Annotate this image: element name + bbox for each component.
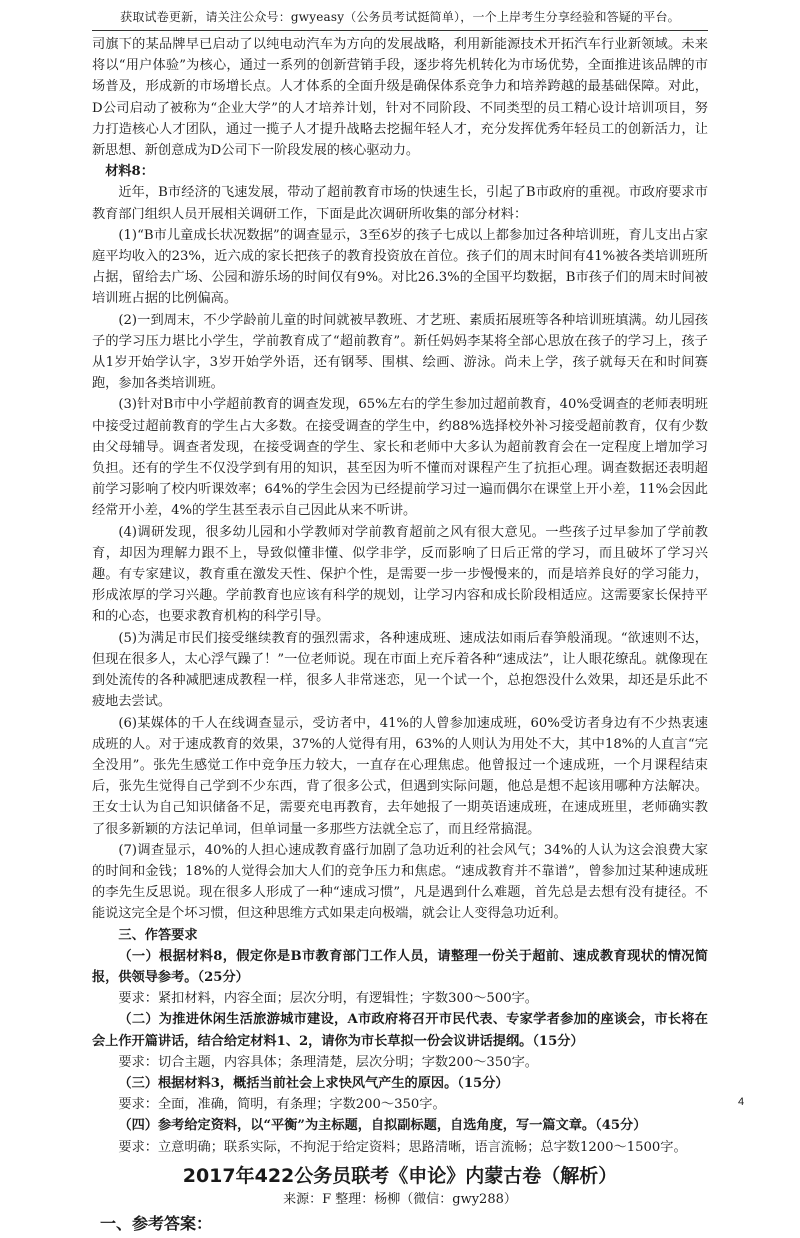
section-heading: 三、作答要求 xyxy=(118,927,198,943)
paragraph-list xyxy=(92,34,708,1158)
document-body xyxy=(92,34,708,1238)
section-heading: 材料8： xyxy=(105,164,154,180)
header-divider xyxy=(92,30,708,31)
requirement-item: 要求：切合主题，内容具体；条理清楚，层次分明；字数200～350字。 xyxy=(118,1054,538,1070)
body-paragraph: (2)一到周末，不少学龄前儿童的时间就被早教班、才艺班、素质拓展班等各种培训班填满。幼儿园孩子的学习压力堪比小学生，学前教育成了“超前教育”。新任妈妈李某将全部心思放在孩子的学习上，孩子从1岁开始学认字，3岁开始学外语，还有钢琴、围棋、绘画、游泳。尚未上学，孩子就每天在和时间赛跑，参加各类培训班。 xyxy=(92,312,708,392)
exam-title: 2017年422公务员联考《申论》内蒙古卷（解析） xyxy=(182,1164,618,1187)
body-paragraph: (4)调研发现，很多幼儿园和小学教师对学前教育超前之风有很大意见。一些孩子过早参加了学前教育，却因为理解力跟不上，导致似懂非懂、似学非学，反而影响了日后正常的学习，而且破坏了学习兴趣。有专家建议，教育重在激发天性、保护个性，是需要一步一步慢慢来的，而是培养良好的学习能力，形成浓厚的学习兴趣。学前教育也应该有科学的规划，让学习内容和成长阶段相适应。这需要家长保持平和的心态，也要求教育机构的科学引导。 xyxy=(92,524,708,625)
body-paragraph: (6)某媒体的千人在线调查显示，受访者中，41%的人曾参加速成班，60%受访者身边有不少热衷速成班的人。对于速成教育的效果，37%的人觉得有用，63%的人则认为用处不大，其中18%的人直言“完全没用”。张先生感觉工作中竞争压力较大，一直存在心理焦虑。他曾报过一个速成班，一个月课程结束后，张先生觉得自己学到不少东西，背了很多公式，但遇到实际问题，他总是想不起该用哪种方法解决。王女士认为自己知识储备不足，需要充电再教育，去年她报了一期英语速成班，在速成班里，老师确实教了很多新颖的方法记单词，但单词量一多那些方法就全忘了，而且经常搞混。 xyxy=(92,715,708,837)
requirement-item: 要求：紧扣材料，内容全面；层次分明，有逻辑性；字数300～500字。 xyxy=(118,991,538,1007)
body-paragraph: (1)“B市儿童成长状况数据”的调查显示，3至6岁的孩子七成以上都参加过各种培训班，育儿支出占家庭平均收入的23%，近六成的家长把孩子的教育投资放在首位。孩子们的周末时间有41%被各类培训班所占据，留给去广场、公园和游乐场的时间仅有9%。对比26.3%的全国平均数据，B市孩子们的周末时间被培训班占据的比例偏高。 xyxy=(92,227,708,307)
page-header: 获取试卷更新，请关注公众号：gwyeasy（公务员考试挺简单），一个上岸考生分享经验和答疑的平台。 xyxy=(120,10,680,24)
body-paragraph: (3)针对B市中小学超前教育的调查发现，65%左右的学生参加过超前教育，40%受调查的老师表明班中接受过超前教育的学生占大多数。在接受调查的学生中，约88%选择校外补习接受超前教育，仅有少数由父母辅导。调查者发现，在接受调查的学生、家长和老师中大多认为超前教育会在一定程度上增加学习负担。还有的学生不仅没学到有用的知识，甚至因为听不懂而对课程产生了抗拒心理。调查数据还表明超前学习影响了校内听课效率；64%的学生会因为已经提前学习过一遍而偶尔在课堂上开小差，11%会因此经常开小差，4%的学生甚至表示自己因此从来不听讲。 xyxy=(92,397,708,519)
requirement-item: 要求：立意明确；联系实际，不拘泥于给定资料；思路清晰，语言流畅；总字数1200～1500字。 xyxy=(118,1139,687,1155)
page-number: 4 xyxy=(738,1096,745,1108)
source-line: 来源：F 整理：杨柳（微信：gwy288） xyxy=(283,1191,517,1207)
body-paragraph: 近年，B市经济的飞速发展，带动了超前教育市场的快速生长，引起了B市政府的重视。市政府要求市教育部门组织人员开展相关调研工作，下面是此次调研所收集的部分材料： xyxy=(92,185,708,222)
body-paragraph: (5)为满足市民们接受继续教育的强烈需求，各种速成班、速成法如雨后春笋般涌现。“欲速则不达，但现在很多人，太心浮气躁了！”一位老师说。现在市面上充斥着各种“速成法”，让人眼花缭乱。就像现在到处流传的各种减肥速成教程一样，很多人非常迷恋，见一个试一个，总抱怨没什么效果，却还是乐此不疲地去尝试。 xyxy=(92,630,708,710)
question-item: （一）根据材料8，假定你是B市教育部门工作人员，请整理一份关于超前、速成教育现状的情况简报，供领导参考。（25分） xyxy=(92,948,708,985)
question-item: （四）参考给定资料，以“平衡”为主标题，自拟副标题，自选角度，写一篇文章。（45分） xyxy=(118,1118,647,1134)
question-item: （二）为推进休闲生活旅游城市建设，A市政府将召开市民代表、专家学者参加的座谈会，市长将在会上作开篇讲话，结合给定材料1、2，请你为市长草拟一份会议讲话提纲。（15分） xyxy=(92,1012,708,1049)
answer-heading: 一、参考答案： xyxy=(100,1213,213,1233)
requirement-item: 要求：全面，准确，简明，有条理；字数200～350字。 xyxy=(118,1097,446,1113)
body-paragraph: (7)调查显示，40%的人担心速成教育盛行加剧了急功近利的社会风气；34%的人认为这会浪费大家的时间和金钱；18%的人觉得会加大人们的竞争压力和焦虑。“速成教育并不靠谱”，曾参加过某种速成班的李先生反思说。现在很多人形成了一种“速成习惯”，凡是遇到什么难题，首先总是去想有没有捷径。不能说这完全是个坏习惯，但这种思维方式如果走向极端，就会让人变得急功近利。 xyxy=(92,842,708,922)
body-paragraph: 司旗下的某品牌早已启动了以纯电动汽车为方向的发展战略，利用新能源技术开拓汽车行业新领域。未来将以“用户体验”为核心，通过一系列的创新营销手段，逐步将先机转化为市场优势，全面推进该品牌的市场普及，形成新的市场增长点。人才体系的全面升级是确保体系竞争力和培养跨越的最基础保障。对此，D公司启动了被称为“企业大学”的人才培养计划，针对不同阶段、不同类型的员工精心设计培训项目，努力打造核心人才团队，通过一揽子人才提升战略去挖掘年轻人才，充分发挥优秀年轻员工的创新活力，让新思想、新创意成为D公司下一阶段发展的核心驱动力。 xyxy=(92,37,708,159)
question-item: （三）根据材料3，概括当前社会上求快风气产生的原因。（15分） xyxy=(118,1075,509,1091)
